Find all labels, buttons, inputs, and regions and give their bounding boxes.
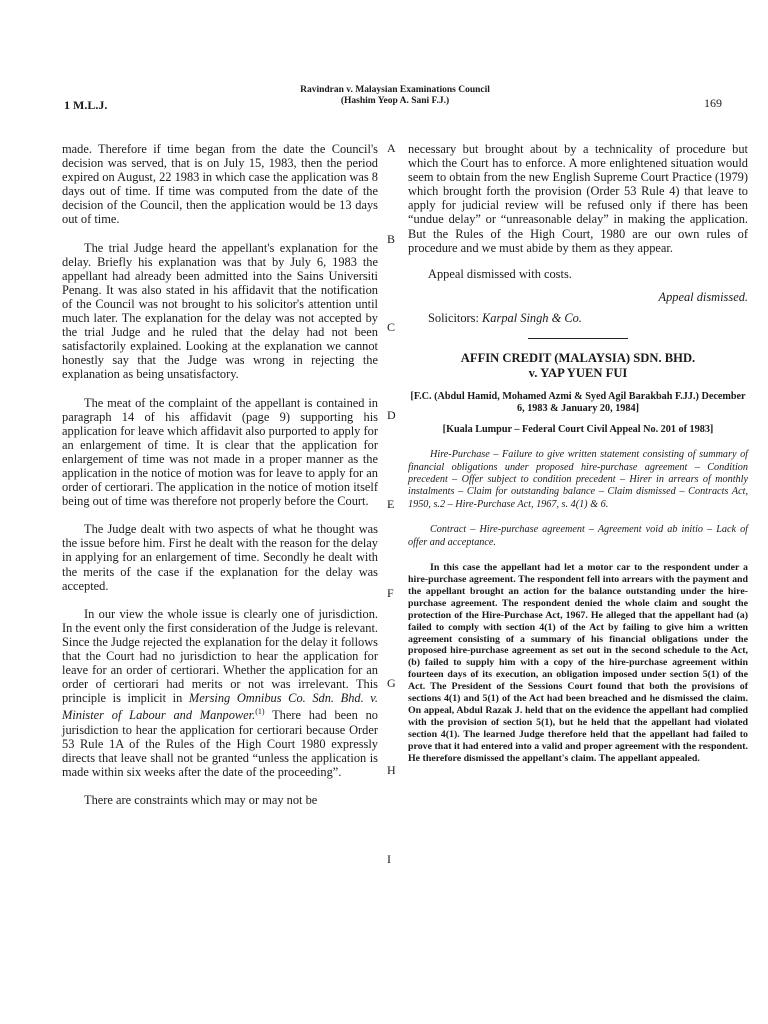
left-column bbox=[62, 142, 378, 807]
case-title-line: v. YAP YUEN FUI bbox=[528, 365, 628, 380]
right-column bbox=[408, 142, 748, 765]
appeal-result: Appeal dismissed. bbox=[658, 289, 748, 304]
page-number: 169 bbox=[704, 96, 722, 110]
paragraph-text: There had been no jurisdiction to hear the application for certiorari because Order 53 Rule 1A of the Rules of the High Court 1980 expressly directs that leave shall not be granted “unless the application is made within six weeks after the date of the proceeding”. bbox=[62, 708, 378, 779]
margin-letter-g: G bbox=[387, 676, 396, 690]
report-volume: 1 M.L.J. bbox=[64, 98, 108, 112]
margin-letter-c: C bbox=[387, 320, 396, 334]
catchwords: Contract – Hire-purchase agreement – Agreement void ab initio – Lack of offer and acceptance. bbox=[408, 524, 748, 548]
section-divider bbox=[528, 338, 628, 339]
solicitors-label: Solicitors: bbox=[428, 310, 483, 325]
paragraph: made. Therefore if time began from the date the Council's decision was served, that is on July 15, 1983, then the period expired on August, 22 1983 in which case the application was 8 days out of time. If time was computed from the date of the decision of the Council, then the application would be 13 days out of time. bbox=[62, 142, 378, 227]
margin-letter-i: I bbox=[387, 852, 391, 866]
margin-letter-f: F bbox=[387, 586, 394, 600]
running-header-judge: (Hashim Yeop A. Sani F.J.) bbox=[340, 96, 450, 106]
case-title bbox=[408, 351, 748, 381]
solicitors bbox=[408, 311, 748, 326]
paragraph: necessary but brought about by a technicality of procedure but which the Court has to enforce. A more enlightened situation would seem to obtain from the new English Supreme Court Practice (1979) which brought forth the provision (Order 53 Rule 4) that leave to apply for judicial review will be refused only if there has been “undue delay” or “unreasonable delay” in making the application. But the Rules of the High Court, 1980 are our own rules of procedure and we must abide by them as they appear. bbox=[408, 142, 748, 255]
continuation-paragraph bbox=[408, 142, 748, 255]
case-title-line: AFFIN CREDIT (MALAYSIA) SDN. BHD. bbox=[460, 350, 696, 365]
headnote: In this case the appellant had let a motor car to the respondent under a hire-purchase agreement. The respondent fell into arrears with the payment and the appellant brought an action for the balance outstanding under the hire-purchase agreement. The respondent denied the whole claim and sought the protection of the Hire-Purchase Act, 1967. He alleged that the appellant had (a) failed to comply with section 4(1) of the Act by failing to give him a written agreement consisting of a summary of his financial obligations under the proposed hire-purchase agreement as set out in the second schedule to the Act, (b) failed to supply him with a copy of the hire-purchase agreement within fourteen days of its execution, an obligation imposed under section 5(1) of the Act. The President of the Sessions Court found that both the provisions of sections 4(1) and 5(1) of the Act had been breached and he dismissed the claim. On appeal, Abdul Razak J. held that on the evidence the appellant had complied with the provision of section 5(1), but he held that the appellant had violated section 4(1). The learned Judge therefore held that the appellant had failed to prove that it had entered into a valid and proper agreement with the respondent. He therefore dismissed the appellant's claim. The appellant appealed. bbox=[408, 562, 748, 764]
running-header-case: Ravindran v. Malaysian Examinations Council bbox=[300, 85, 490, 95]
paragraph bbox=[62, 607, 378, 779]
margin-letter-b: B bbox=[387, 232, 396, 246]
paragraph: The Judge dealt with two aspects of what he thought was the issue before him. First he dealt with the reason for the delay in applying for an enlargement of time. Secondly he dealt with the merits of the case if the explanation for the delay was accepted. bbox=[62, 522, 378, 593]
paragraph: The meat of the complaint of the appellant is contained in paragraph 14 of his affidavit (page 9) supporting his application for leave which affidavit also purported to apply for an enlargement of time. It is clear that the application for enlargement of time was not made in a proper manner as the application in the notice of motion was for leave to apply for an order of certiorari. The application in the notice of motion itself being out of time was therefore not properly before the Court. bbox=[62, 395, 378, 509]
margin-letter-h: H bbox=[387, 763, 396, 777]
order-line: Appeal dismissed with costs. bbox=[428, 266, 572, 281]
court-reference: [Kuala Lumpur – Federal Court Civil Appeal No. 201 of 1983] bbox=[442, 423, 714, 435]
margin-letter-a: A bbox=[387, 141, 396, 155]
bench-and-dates: [F.C. (Abdul Hamid, Mohamed Azmi & Syed Agil Barakbah F.JJ.) December 6, 1983 & January 20, 1984] bbox=[410, 390, 746, 415]
paragraph: There are constraints which may or may not be bbox=[84, 792, 318, 807]
margin-letter-e: E bbox=[387, 497, 395, 511]
case-citation: Mersing Omnibus Co. Sdn. Bhd. v. Minister of Labour and Manpower. bbox=[62, 691, 378, 723]
running-header bbox=[250, 85, 540, 107]
footnote-ref: (1) bbox=[255, 707, 265, 717]
paragraph: The trial Judge heard the appellant's explanation for the delay. Briefly his explanation was that by July 6, 1983 the appellant had already been admitted into the Sains Universiti Penang. It was also stated in his affidavit that the notification of the Council was not brought to his solicitor's attention until much later. The explanation for the delay was not accepted by the trial Judge and he ruled that the delay had not been satisfactorily explained. Looking at the explanation we cannot honestly say that the Judge was wrong in rejecting the explanation as being unsatisfactory. bbox=[62, 240, 378, 382]
margin-letter-d: D bbox=[387, 408, 396, 422]
catchwords: Hire-Purchase – Failure to give written statement consisting of summary of financial obligations under proposed hire-purchase agreement – Condition precedent – Offer subject to condition precedent – Hirer in arrears of monthly instalments – Claim for outstanding balance – Claim dismissed – Contracts Act, 1950, s.2 – Hire-Purchase Act, 1967, s. 4(1) & 6. bbox=[408, 449, 748, 510]
paragraph-text: In our view the whole issue is clearly one of jurisdiction. In the event only the first consideration of the Judge is relevant. Since the Judge rejected the explanation for the delay it follows that the Court had no jurisdiction to hear the application for leave for an order of certiorari. Whether the application for an order of certiorari had merits or not was irrelevant. This principle is implicit in bbox=[62, 606, 378, 706]
solicitors-name: Karpal Singh & Co. bbox=[482, 310, 582, 325]
